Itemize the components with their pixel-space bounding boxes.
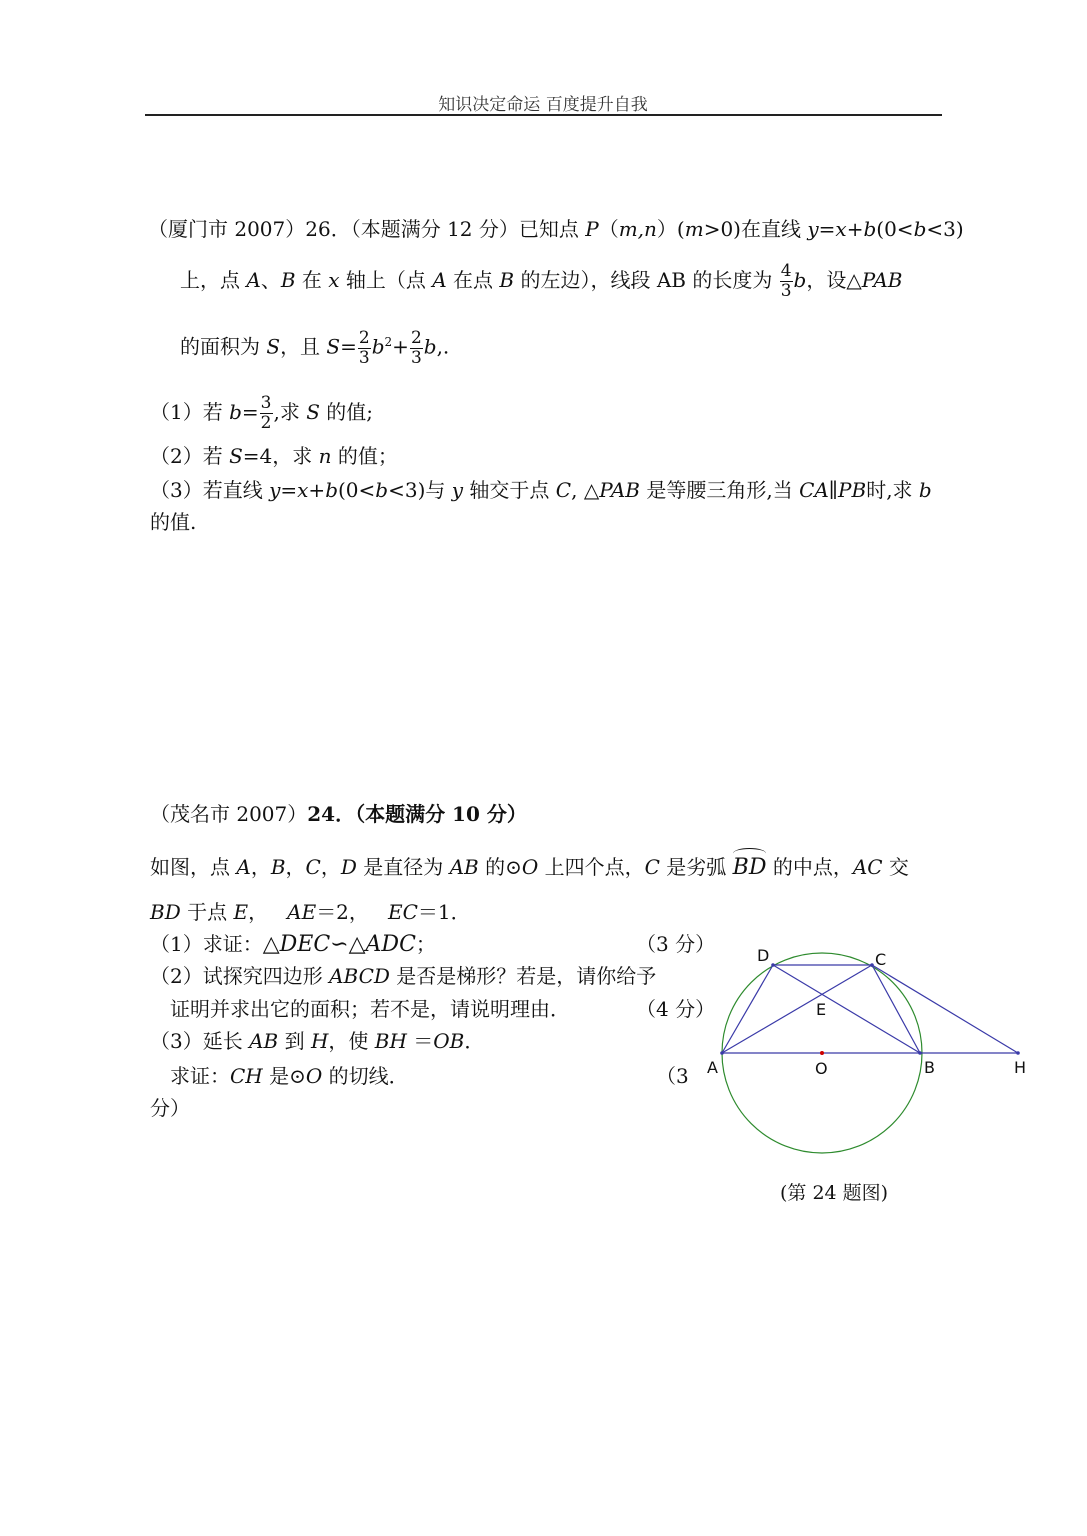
var: D	[340, 855, 357, 879]
var: b	[423, 334, 437, 359]
text: （2）试探究四边形	[150, 964, 330, 988]
q24-title: 24．（本题满分 10 分）	[307, 802, 527, 826]
text: （	[598, 217, 619, 241]
q24-part3-prove	[170, 1062, 409, 1090]
denominator: 2	[260, 413, 272, 433]
geometry-figure	[690, 935, 1050, 1170]
text: >0)在直线	[703, 217, 808, 241]
var: PAB	[861, 268, 903, 292]
var: A	[236, 855, 251, 879]
var: C	[305, 855, 321, 879]
var: B	[280, 268, 296, 292]
var: b	[371, 334, 385, 359]
text: ,求	[273, 400, 307, 424]
text: 已知点	[518, 217, 586, 241]
text: 交	[882, 855, 909, 879]
text: 时,求	[866, 478, 919, 502]
denominator: 3	[780, 281, 792, 301]
q26-score: （本题满分 12 分）	[350, 217, 519, 241]
segment-ac	[722, 965, 872, 1053]
text: （1）若	[150, 400, 230, 424]
label-e: E	[816, 1000, 827, 1019]
text: 的值;	[319, 400, 374, 424]
q24-part2-cont: 证明并求出它的面积；若不是，请说明理由．	[170, 997, 570, 1021]
text: 于点	[180, 900, 234, 924]
line-equation: y=x+b	[807, 217, 877, 241]
var: A	[246, 268, 261, 292]
text: 轴交于点	[463, 478, 556, 502]
label-d: D	[757, 946, 770, 965]
text: 是劣弧	[659, 855, 733, 879]
segment-db	[773, 965, 920, 1053]
q24-part3-score: （3	[656, 1064, 689, 1088]
superscript: 2	[384, 335, 393, 349]
text: =	[241, 400, 259, 424]
var: m	[684, 217, 704, 241]
text: 上四个点，	[538, 855, 645, 879]
var: b	[229, 400, 242, 424]
text: 的切线．	[322, 1064, 409, 1088]
header-rule	[145, 114, 942, 116]
point-o	[820, 1051, 824, 1055]
var: b	[793, 268, 807, 292]
text: , △	[571, 478, 600, 502]
var: CA∥PB	[799, 478, 867, 502]
text: ，设△	[806, 268, 862, 292]
text: ，	[250, 855, 271, 879]
var: E	[233, 900, 249, 924]
q24-source: （茂名市 2007）	[150, 802, 308, 826]
fraction-4-3	[780, 262, 793, 301]
text: 如图，点	[150, 855, 237, 879]
text: 的中点，	[766, 855, 853, 879]
text: (0<	[338, 478, 376, 502]
denominator: 3	[358, 347, 370, 368]
var: n	[318, 444, 332, 468]
text: 的面积为	[180, 334, 267, 359]
var: AB	[249, 1029, 279, 1053]
text: ，且	[280, 334, 327, 359]
text: 求证：	[170, 1064, 230, 1088]
numerator: 2	[410, 327, 422, 348]
var: x	[328, 268, 340, 292]
q24-intro-line1	[150, 853, 909, 882]
denominator: 3	[410, 347, 422, 368]
q24-title-line	[150, 800, 527, 828]
text: 在	[295, 268, 329, 292]
figure-caption: (第 24 题图)	[780, 1182, 889, 1204]
var: BH	[374, 1029, 407, 1053]
q26-part3	[150, 476, 932, 504]
text: =4，求	[242, 444, 319, 468]
text: 、	[260, 268, 281, 292]
var: b	[913, 217, 927, 241]
text: (0<	[876, 217, 914, 241]
text: 的左边），线段 AB 的长度为	[514, 268, 779, 292]
q24-part3	[150, 1027, 484, 1055]
point-b	[918, 1051, 922, 1055]
var: ABCD	[329, 964, 390, 988]
q26-part3-cont: 的值.	[150, 510, 197, 534]
var: m,n	[618, 217, 657, 241]
var: OB	[433, 1029, 465, 1053]
text: ＝1．	[417, 900, 471, 924]
q24-part2	[150, 962, 656, 990]
text: （1）求证：	[150, 932, 263, 956]
similarity-statement: △DEC∽△ADC	[262, 932, 416, 957]
var: O	[521, 855, 539, 879]
segment-cb	[872, 965, 920, 1053]
q26-line2	[180, 262, 902, 301]
var: CH	[230, 1064, 263, 1088]
text: ，使	[328, 1029, 375, 1053]
label-a: A	[707, 1058, 718, 1077]
fraction-2-3	[358, 329, 371, 368]
var: B	[270, 855, 286, 879]
text: （3）延长	[150, 1029, 250, 1053]
point-h	[1016, 1051, 1020, 1055]
segment-ch	[872, 965, 1018, 1053]
q26-line3	[180, 328, 449, 368]
var: A	[432, 268, 447, 292]
segment-ad	[722, 965, 773, 1053]
text: =	[340, 334, 357, 359]
text: <3)与	[388, 478, 452, 502]
arc-bd: BD	[732, 855, 767, 880]
text: ＝2，	[316, 900, 388, 924]
text: ，	[248, 900, 288, 924]
text: 是⊙	[262, 1064, 306, 1088]
label-c: C	[875, 950, 887, 969]
numerator: 3	[260, 393, 272, 413]
var: b	[918, 478, 932, 502]
text: 的值；	[331, 444, 398, 468]
text: ；	[415, 932, 436, 956]
var: H	[310, 1029, 329, 1053]
fraction-3-2	[260, 394, 273, 433]
q24-part1-score: （3 分）	[636, 932, 716, 956]
var: y	[451, 478, 464, 502]
text: 在点	[446, 268, 500, 292]
var: BD	[150, 900, 181, 924]
var: AC	[852, 855, 883, 879]
numerator: 4	[780, 261, 792, 281]
text: <3)	[926, 217, 964, 241]
label-o: O	[815, 1059, 828, 1078]
text: 是等腰三角形,当	[639, 478, 800, 502]
var: C	[555, 478, 572, 502]
page-header: 知识决定命运 百度提升自我	[438, 95, 648, 115]
text: +	[392, 334, 409, 359]
text: ，	[320, 855, 341, 879]
point-c	[870, 963, 874, 967]
point-d	[771, 963, 775, 967]
point-a	[720, 1051, 724, 1055]
var: S	[266, 334, 281, 359]
label-b: B	[924, 1058, 935, 1077]
var: P	[585, 217, 599, 241]
text: 是否是梯形？若是，请你给予	[389, 964, 657, 988]
var: S	[306, 400, 320, 424]
text: （3）若直线	[150, 478, 270, 502]
var: B	[499, 268, 515, 292]
var: b	[375, 478, 389, 502]
text: 是直径为	[356, 855, 450, 879]
text: （2）若	[150, 444, 230, 468]
q24-part1	[150, 930, 436, 959]
var: C	[644, 855, 660, 879]
var: PAB	[599, 478, 640, 502]
text: ＝	[406, 1029, 434, 1053]
q26-part2	[150, 442, 398, 470]
q24-intro-line2	[150, 898, 471, 926]
q26-source: （厦门市 2007）	[148, 217, 306, 241]
q26-line1	[148, 215, 964, 243]
var: S	[326, 334, 341, 359]
var: AB	[449, 855, 479, 879]
text: ．	[464, 1029, 485, 1053]
text: 轴上（点	[339, 268, 433, 292]
q24-part3-score-cont: 分）	[150, 1096, 190, 1120]
q26-part1	[150, 394, 373, 433]
fraction-2-3	[410, 329, 423, 368]
text: 的⊙	[478, 855, 522, 879]
var: O	[305, 1064, 323, 1088]
text: ，	[285, 855, 306, 879]
numerator: 2	[358, 327, 370, 348]
var: S	[229, 444, 243, 468]
text: 上，点	[180, 268, 247, 292]
text: ,.	[436, 334, 450, 359]
text: 到	[278, 1029, 311, 1053]
line-equation: y=x+b	[269, 478, 338, 502]
text: ）(	[656, 217, 685, 241]
q24-part2-score: （4 分）	[636, 997, 716, 1021]
label-h: H	[1014, 1058, 1027, 1077]
var: EC	[387, 900, 418, 924]
q26-number: 26．	[305, 217, 351, 241]
var: AE	[287, 900, 317, 924]
